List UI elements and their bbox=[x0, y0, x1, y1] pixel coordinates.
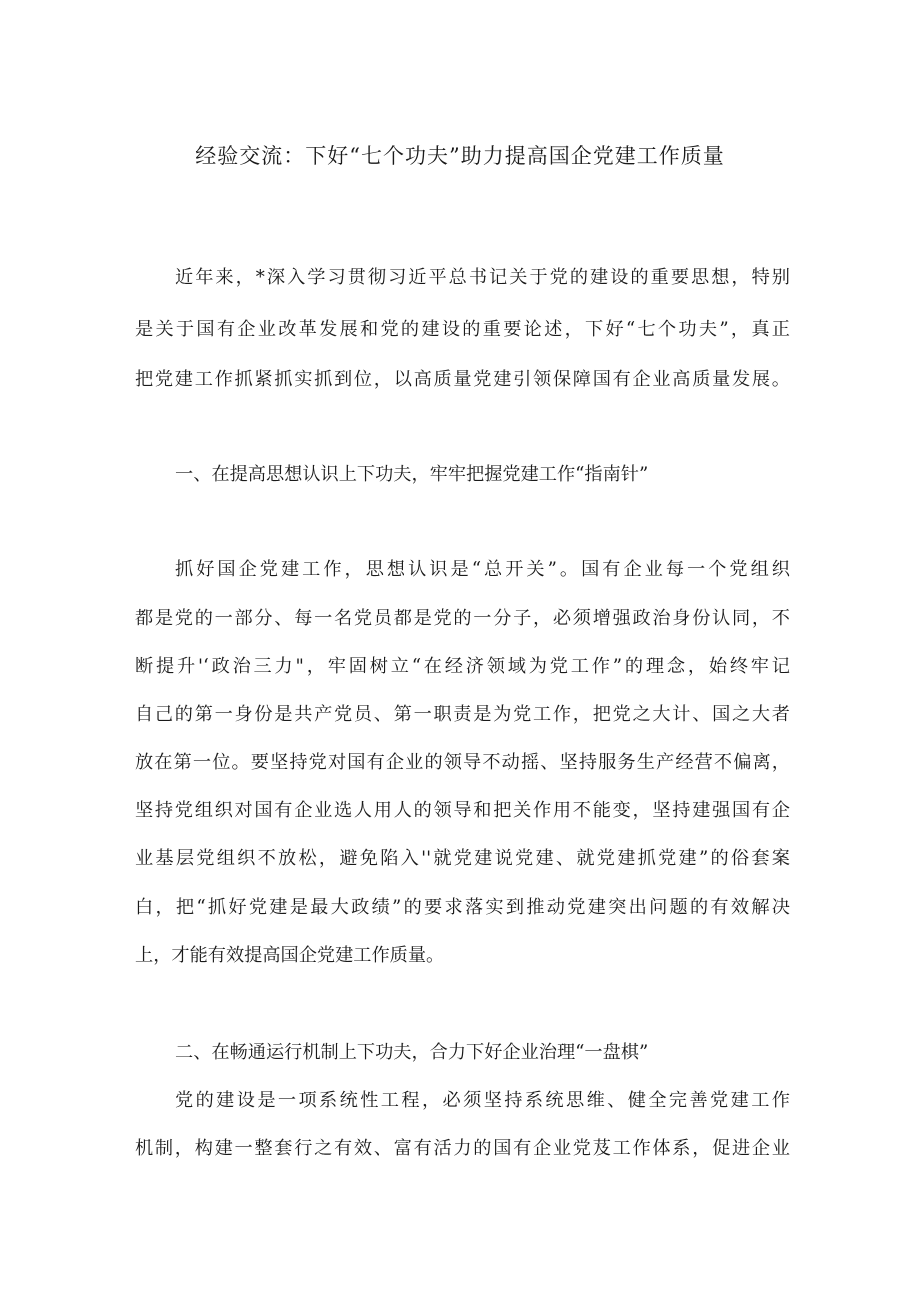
paragraph-3-line-1: 党的建设是一项系统性工程，必须坚持系统思维、健全完善党建工作 bbox=[175, 1090, 790, 1111]
paragraph-1-line-1: 近年来，*深入学习贯彻习近平总书记关于党的建设的重要思想，特别 bbox=[175, 267, 790, 288]
document-title: 经验交流：下好“七个功夫”助力提高国企党建工作质量 bbox=[195, 144, 725, 168]
paragraph-2-line-6: 坚持党组织对国有企业选人用人的领导和把关作用不能变，坚持建强国有企 bbox=[135, 800, 790, 821]
paragraph-2-line-5: 放在第一位。要坚持党对国有企业的领导不动摇、坚持服务生产经营不偏离， bbox=[135, 752, 790, 773]
paragraph-2-line-4: 自己的第一身份是共产党员、第一职责是为党工作，把党之大计、国之大者 bbox=[135, 704, 790, 725]
paragraph-2-line-9: 上，才能有效提高国企党建工作质量。 bbox=[135, 945, 445, 966]
paragraph-2-line-1: 抓好国企党建工作，思想认识是“总开关”。国有企业每一个党组织 bbox=[175, 559, 790, 580]
paragraph-2-line-3: 断提升'‘政治三力"，牢固树立“在经济领域为党工作”的理念，始终牢记 bbox=[135, 656, 790, 677]
section-heading-2: 二、在畅通运行机制上下功夫，合力下好企业治理“一盘棋” bbox=[175, 1042, 649, 1063]
paragraph-2-line-2: 都是党的一部分、每一名党员都是党的一分子，必须增强政治身份认同，不 bbox=[135, 608, 790, 629]
paragraph-1-line-2: 是关于国有企业改革发展和党的建设的重要论述，下好“七个功夫”，真正 bbox=[135, 319, 790, 340]
paragraph-1-line-3: 把党建工作抓紧抓实抓到位，以高质量党建引领保障国有企业高质量发展。 bbox=[135, 369, 790, 390]
paragraph-2-line-8: 白，把“抓好党建是最大政绩”的要求落实到推动党建突出问题的有效解决 bbox=[135, 897, 790, 918]
section-heading-1: 一、在提高思想认识上下功夫，牢牢把握党建工作“指南针” bbox=[175, 464, 649, 485]
paragraph-3-line-2: 机制，构建一整套行之有效、富有活力的国有企业党芨工作体系，促进企业 bbox=[135, 1138, 790, 1159]
paragraph-2-line-7: 业基层党组织不放松，避免陷入''就党建说党建、就党建抓党建”的俗套案 bbox=[135, 848, 790, 869]
